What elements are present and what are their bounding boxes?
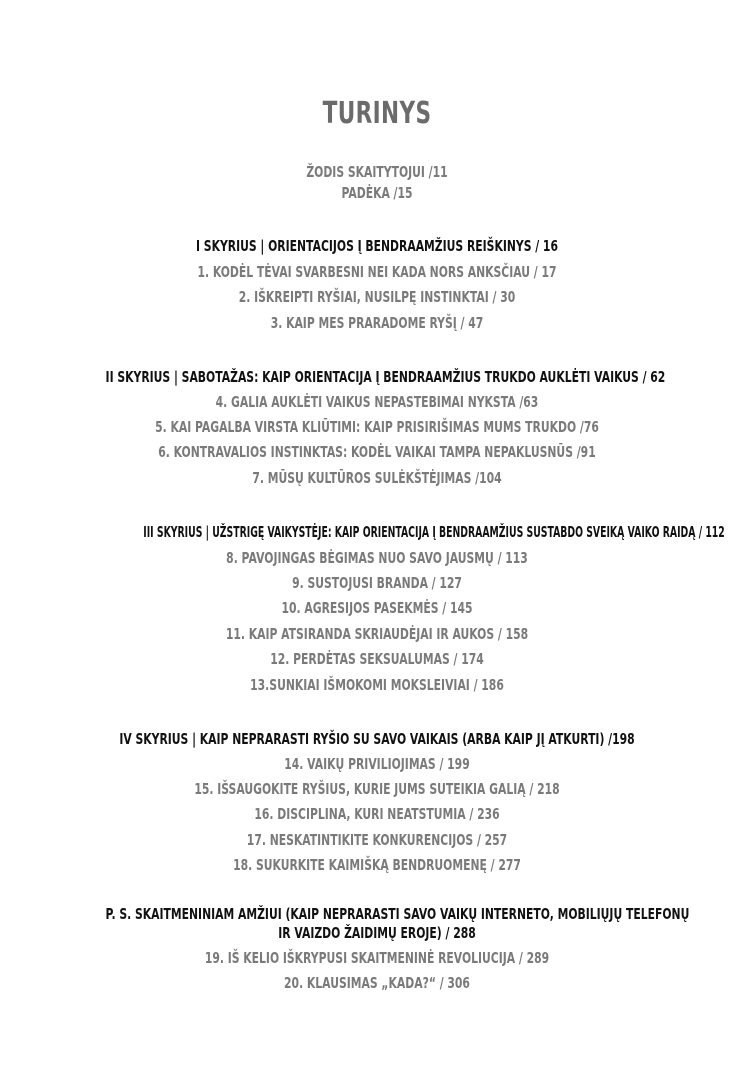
chapter-entry: 7. MŪSŲ KULTŪROS SULĖKŠTĖJIMAS /104	[252, 469, 502, 487]
part-4-heading: IV SKYRIUS | KAIP NEPRARASTI RYŠIO SU SAVO VAIKAIS (ARBA KAIP JĮ ATKURTI) /198	[119, 730, 635, 748]
chapter-entry: 3. KAIP MES PRARADOME RYŠĮ / 47	[270, 314, 484, 332]
chapter-entry: 13.SUNKIAI IŠMOKOMI MOKSLEIVIAI / 186	[250, 676, 504, 694]
part-2-heading: II SKYRIUS | SABOTAŽAS: KAIP ORIENTACIJA Į BENDRAAMŽIUS TRUKDO AUKLĖTI VAIKUS / 62	[105, 368, 666, 386]
chapter-entry: 19. IŠ KELIO IŠKRYPUSI SKAITMENINĖ REVOLIUCIJA / 289	[204, 949, 550, 967]
chapter-entry: 20. KLAUSIMAS „KADA?“ / 306	[284, 974, 470, 992]
chapter-entry: 14. VAIKŲ PRIVILIOJIMAS / 199	[284, 755, 470, 773]
chapter-entry: 8. PAVOJINGAS BĖGIMAS NUO SAVO JAUSMŲ / 113	[226, 549, 528, 567]
chapter-entry: 2. IŠKREIPTI RYŠIAI, NUSILPĘ INSTINKTAI / 30	[238, 288, 516, 306]
chapter-entry: 16. DISCIPLINA, KURI NEATSTUMIA / 236	[254, 805, 500, 823]
part-3-heading: III SKYRIUS | UŽSTRIGĘ VAIKYSTĖJE: KAIP ORIENTACIJA Į BENDRAAMŽIUS SUSTABDO SVEIKĄ VAIKO RAIDĄ / 112	[143, 523, 725, 541]
chapter-entry: 4. GALIA AUKLĖTI VAIKUS NEPASTEBIMAI NYKSTA /63	[215, 393, 539, 411]
chapter-entry: 1. KODĖL TĖVAI SVARBESNI NEI KADA NORS ANKSČIAU / 17	[197, 263, 557, 281]
postscript-heading: P. S. SKAITMENINIAM AMŽIUI (KAIP NEPRARASTI SAVO VAIKŲ INTERNETO, MOBILIŲJŲ TELEFONŲ	[105, 905, 690, 923]
chapter-entry: 10. AGRESIJOS PASEKMĖS / 145	[281, 599, 473, 617]
chapter-entry: 17. NESKATINTIKITE KONKURENCIJOS / 257	[246, 831, 508, 849]
page-title: TURINYS	[322, 96, 432, 131]
part-1-heading: I SKYRIUS | ORIENTACIJOS Į BENDRAAMŽIUS REIŠKINYS / 16	[196, 237, 558, 255]
chapter-entry: 6. KONTRAVALIOS INSTINKTAS: KODĖL VAIKAI TAMPA NEPAKLUSNŪS /91	[158, 443, 596, 461]
chapter-entry: 9. SUSTOJUSI BRANDA / 127	[292, 574, 462, 592]
postscript-heading-continued: IR VAIZDO ŽAIDIMŲ EROJE) / 288	[278, 924, 476, 942]
chapter-entry: 11. KAIP ATSIRANDA SKRIAUDĖJAI IR AUKOS / 158	[225, 625, 529, 643]
chapter-entry: 5. KAI PAGALBA VIRSTA KLIŪTIMI: KAIP PRISIRIŠIMAS MUMS TRUKDO /76	[155, 418, 599, 436]
chapter-entry: 18. SUKURKITE KAIMIŠKĄ BENDRUOMENĘ / 277	[233, 856, 521, 874]
intro-entry-word-to-reader: ŽODIS SKAITYTOJUI /11	[306, 163, 448, 181]
chapter-entry: 15. IŠSAUGOKITE RYŠIUS, KURIE JUMS SUTEIKIA GALIĄ / 218	[194, 780, 560, 798]
intro-entry-acknowledgements: PADĖKA /15	[341, 184, 413, 202]
chapter-entry: 12. PERDĖTAS SEKSUALUMAS / 174	[270, 650, 484, 668]
